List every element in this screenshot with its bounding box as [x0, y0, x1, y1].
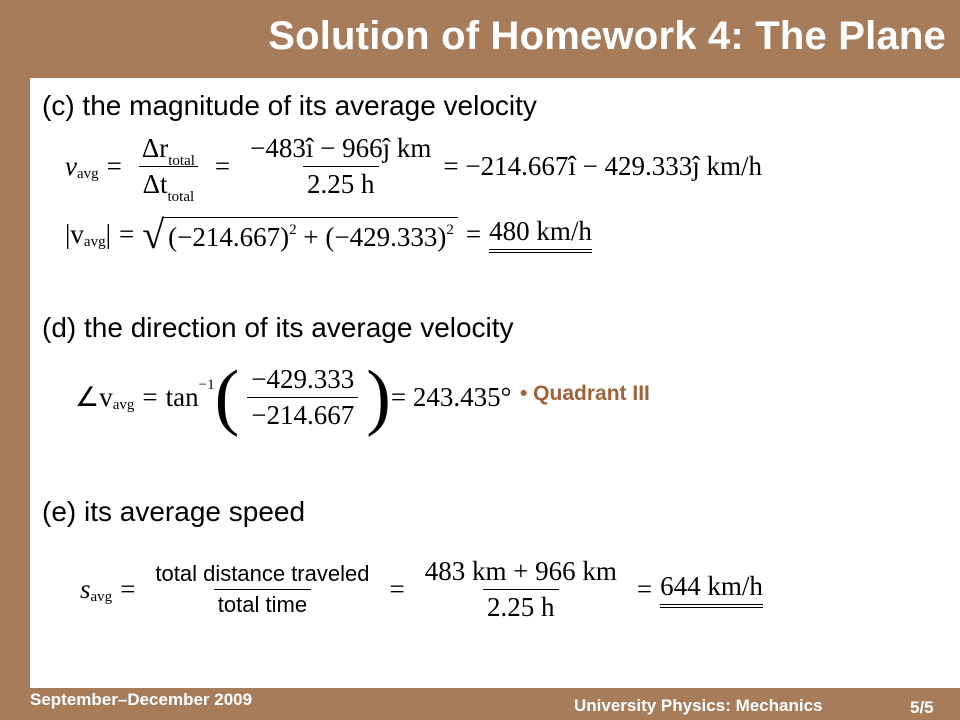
- velocity-result: = −214.667î − 429.333ĵ km/h: [443, 151, 763, 181]
- magnitude-close: |: [105, 219, 111, 249]
- direction-fraction: [247, 364, 358, 431]
- numeric-denominator: 2.25 h: [303, 166, 379, 200]
- speed-definition-numerator: total distance traveled: [155, 561, 370, 586]
- speed-definition-fraction: [151, 561, 373, 618]
- speed-symbol: s: [80, 574, 91, 604]
- angle-symbol: ∠v: [75, 381, 113, 412]
- square-root: √ $(-214.667)^2 + (-429.333)^2$: [142, 217, 458, 253]
- slide-title: Solution of Homework 4: The Plane: [268, 14, 946, 58]
- speed-numeric-fraction: [421, 556, 621, 623]
- delta-r: Δr: [141, 133, 169, 163]
- magnitude-subscript: avg: [83, 234, 106, 250]
- displacement-over-time-fraction: [138, 133, 199, 205]
- equation-velocity-magnitude: |v avg | = √ $(-214.667)^2 + (-429.333)^2$ = 480 km/h: [65, 211, 592, 257]
- quadrant-note: • Quadrant III: [520, 382, 650, 405]
- footer-page-number: 5/5: [910, 698, 934, 717]
- speed-definition-denominator: total time: [214, 589, 311, 618]
- magnitude-result: 480 km/h: [489, 216, 592, 253]
- velocity-subscript: avg: [76, 166, 99, 182]
- footer-course: University Physics: Mechanics: [574, 696, 823, 715]
- velocity-symbol: v: [65, 151, 77, 181]
- delta-t-subscript: total: [167, 189, 195, 205]
- speed-numeric-numerator: 483 km + 966 km: [424, 556, 617, 586]
- equation-average-velocity: v avg = $\frac{\Delta r_{total}}{\Delta t_{total}}$ = $\frac{\text{−483î − 966ĵ km}}{2.25 h}$ = −214.667î − 429.333ĵ km/h: [65, 133, 763, 205]
- equation-direction: ∠v avg = tan −1 ( $\frac{-429.333}{-214.667}$ ) = 243.435°: [75, 356, 512, 438]
- slide-content: [30, 78, 960, 688]
- direction-result: = 243.435°: [390, 381, 512, 412]
- part-c-label: (c) the magnitude of its average velocity: [42, 90, 537, 121]
- direction-numerator: −429.333: [251, 363, 355, 394]
- footer-date: September–December 2009: [30, 690, 253, 709]
- delta-r-subscript: total: [168, 153, 195, 169]
- arctan-function: tan: [165, 381, 199, 412]
- angle-subscript: avg: [112, 396, 135, 413]
- direction-denominator: −214.667: [247, 397, 358, 431]
- part-d-label: (d) the direction of its average velocity: [42, 312, 514, 343]
- radicand-term-a: (−214.667): [168, 221, 290, 252]
- numeric-fraction: [246, 133, 435, 200]
- exponent-b: 2: [446, 221, 454, 238]
- exponent-a: 2: [289, 221, 297, 238]
- part-e-label: (e) its average speed: [42, 496, 306, 527]
- speed-result: 644 km/h: [660, 571, 763, 608]
- delta-t: Δt: [142, 169, 168, 199]
- magnitude-open: |v: [65, 219, 84, 249]
- speed-numeric-denominator: 2.25 h: [483, 589, 559, 623]
- equation-average-speed: s avg = $\frac{\text{total distance traveled}}{\text{total time}}$ = $\frac{483 km + 966 km}{2.25 h}$ = 644 km/h: [80, 556, 763, 622]
- numeric-numerator: −483î − 966ĵ km: [250, 133, 432, 163]
- arctan-exponent: −1: [198, 376, 215, 393]
- radicand-term-b: (−429.333): [325, 221, 447, 252]
- speed-subscript: avg: [90, 589, 113, 605]
